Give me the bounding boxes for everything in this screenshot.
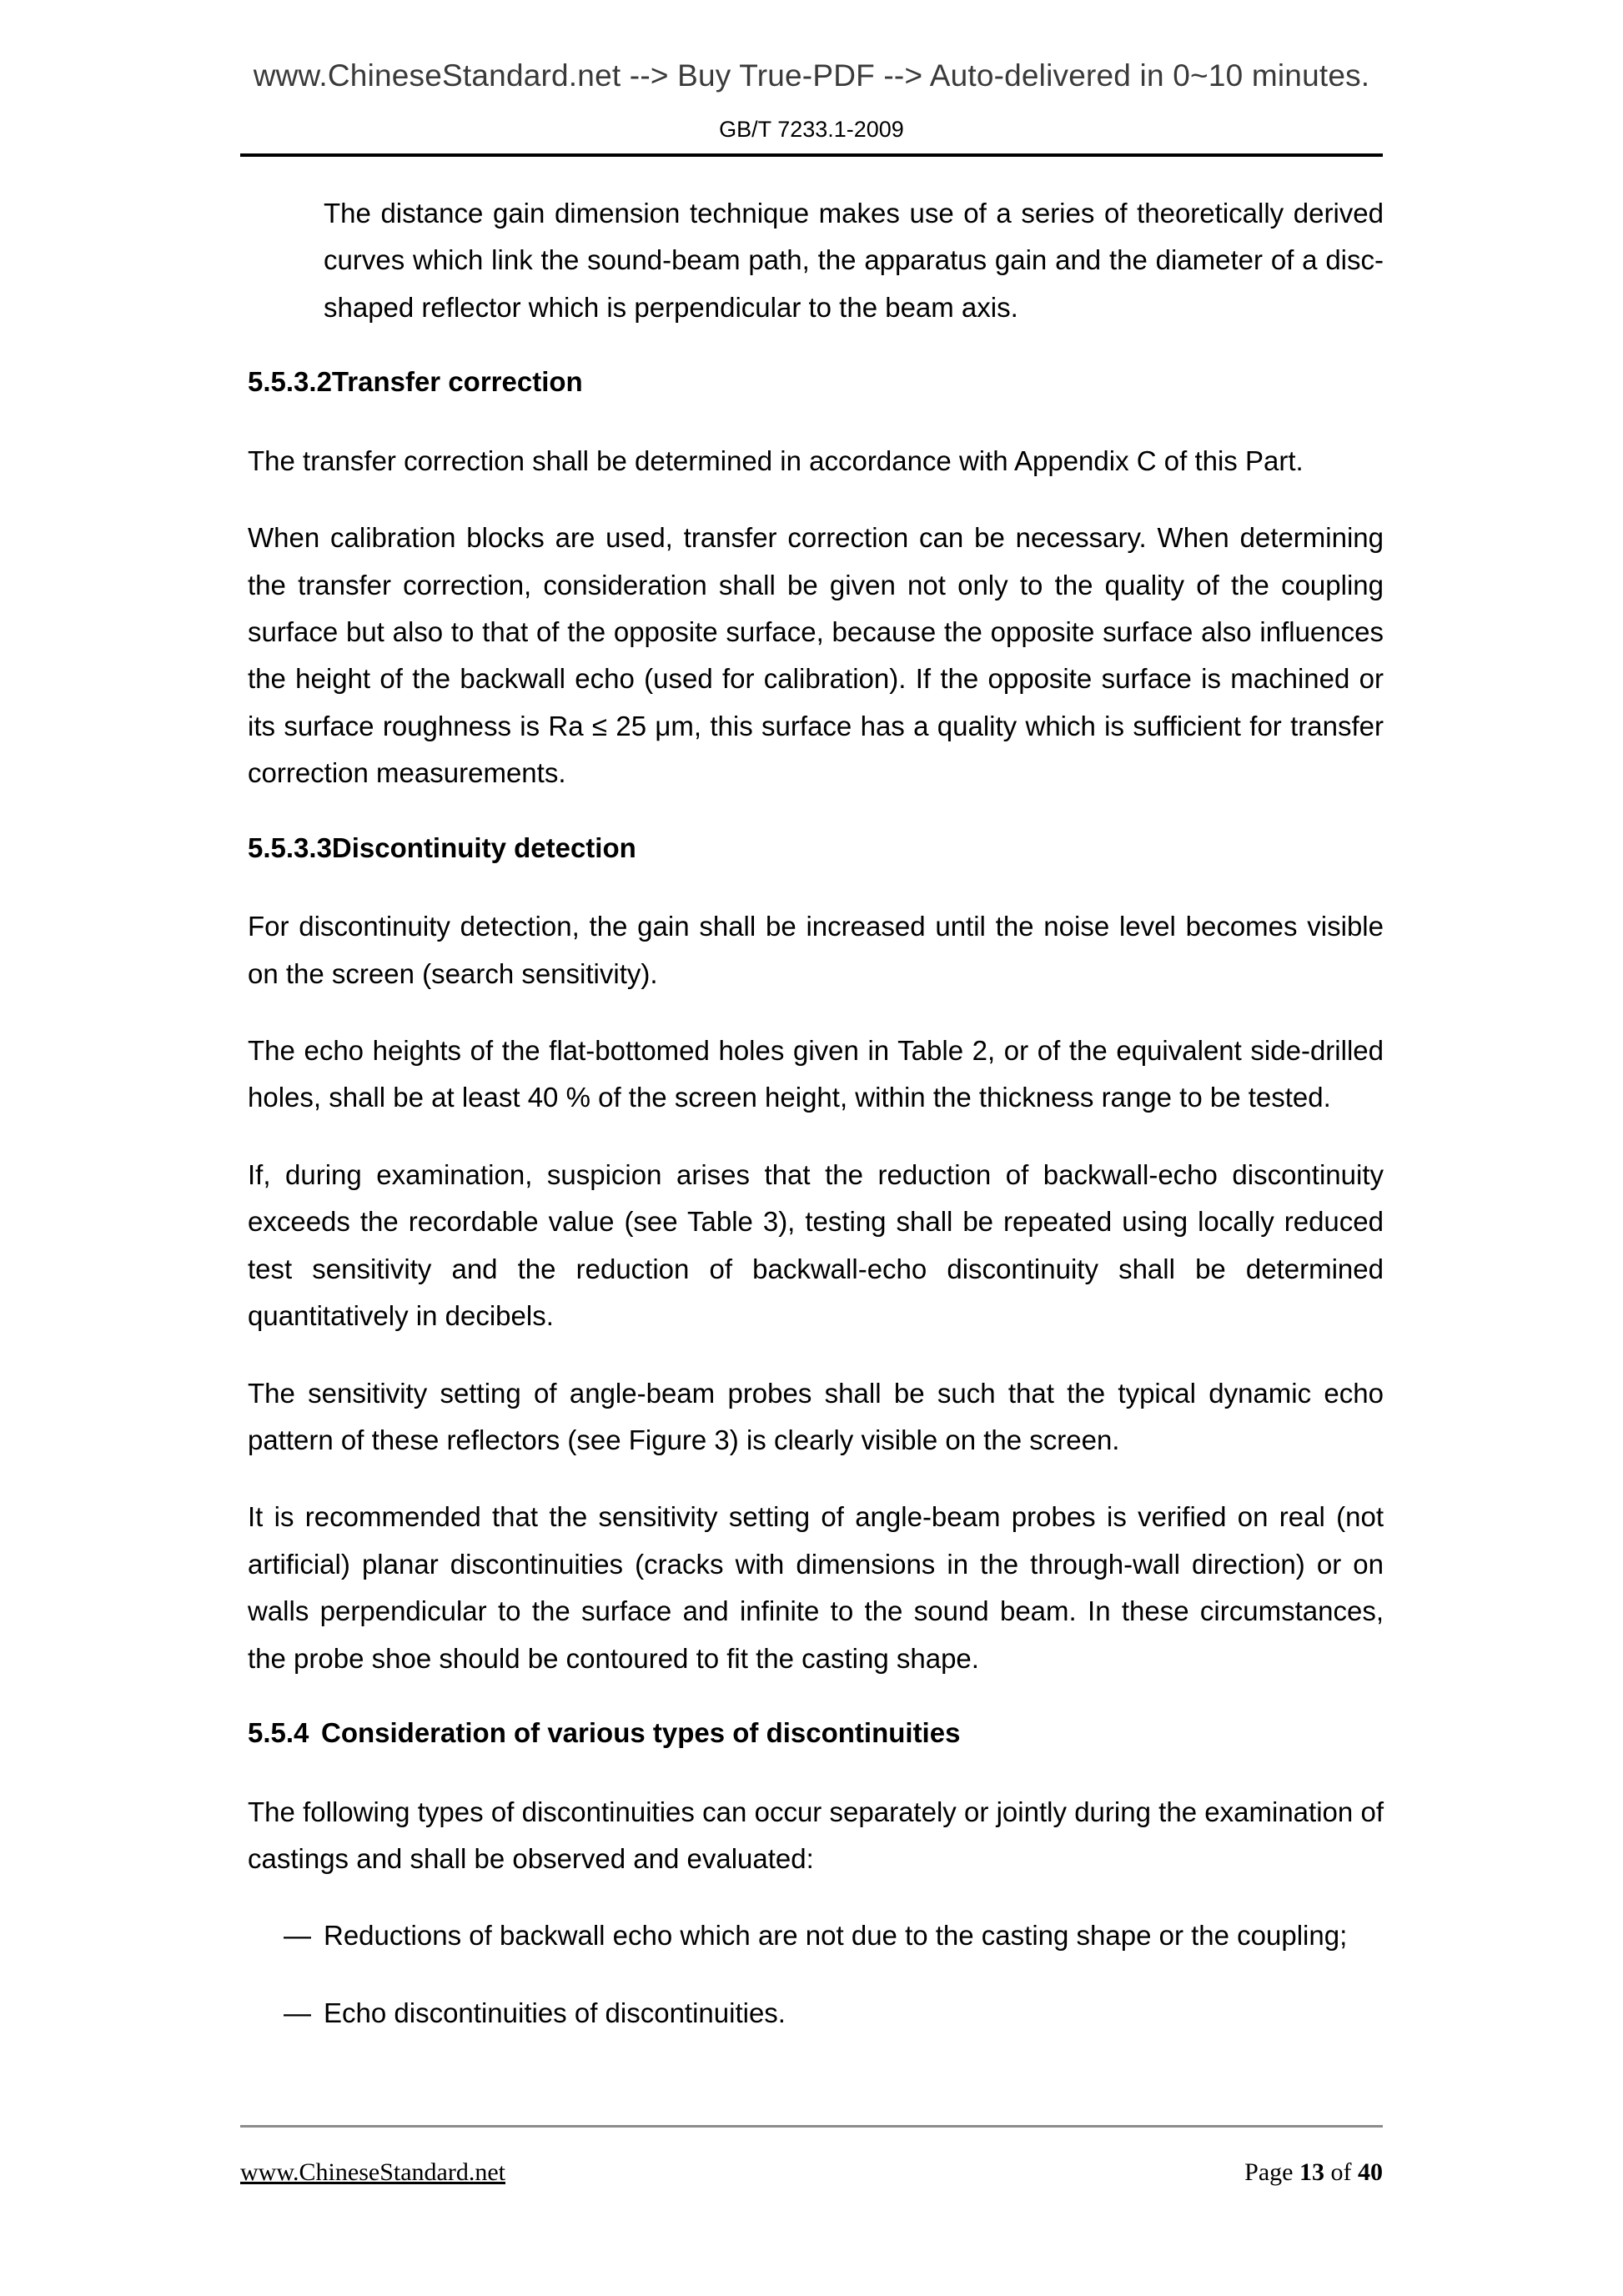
paragraph-discontinuity-detection-2: The echo heights of the flat-bottomed holes given in Table 2, or of the equivalent side-drilled holes, shall be at least 40 % of the screen height, within the thickness range to be tested. [248,1035,1384,1113]
paragraph-discontinuity-detection-5: It is recommended that the sensitivity setting of angle-beam probes is verified on real (not artificial) planar discontinuities (cracks with dimensions in the through-wall direction) or on walls perpendicular to the surface and infinite to the sound beam. In these circumstances, the probe shoe should be contoured to fit the casting shape. [248,1501,1384,1674]
list-item [284,1990,1384,2037]
list-item-label: Reductions of backwall echo which are not due to the casting shape or the coupling; [324,1920,1348,1952]
running-header-standard-number: GB/T 7233.1-2009 [719,117,904,142]
document-body [248,190,1384,2067]
section-heading-5-5-4 [248,1712,1384,1754]
paragraph-discontinuity-detection-4: The sensitivity setting of angle-beam probes shall be such that the typical dynamic echo pattern of these reflectors (see Figure 3) is clearly visible on the screen. [248,1377,1384,1456]
promo-banner: www.ChineseStandard.net --> Buy True-PDF --> Auto-delivered in 0~10 minutes. [253,58,1370,93]
footer-divider-rule [240,2125,1383,2128]
em-dash-bullet: — [284,1920,311,1952]
total-pages: 40 [1358,2158,1383,2186]
em-dash-bullet: — [284,1997,311,2028]
footer-site-link[interactable]: www.ChineseStandard.net [240,2158,505,2186]
section-heading-5-5-3-2 [248,361,1384,403]
paragraph-discontinuity-detection-3: If, during examination, suspicion arises that the reduction of backwall-echo discontinuity exceeds the recordable value (see Table 3), testing shall be repeated using locally reduced test sensitivity and the reduction of backwall-echo discontinuity shall be determined quantitatively in decibels. [248,1158,1384,1332]
section-number: 5.5.3.2 [248,366,332,398]
list-item [284,1912,1384,1959]
page-footer [240,2152,1383,2193]
paragraph-various-types-1: The following types of discontinuities can occur separately or jointly during the examination of castings and shall be observed and evaluated: [248,1796,1384,1875]
page-label: Page [1244,2158,1294,2186]
section-title: Transfer correction [331,366,583,398]
paragraph-transfer-correction-2: When calibration blocks are used, transfer correction can be necessary. When determining the transfer correction, consideration shall be given not only to the quality of the coupling surface but also to that of the opposite surface, because the opposite surface also influences the height of the backwall echo (used for calibration). If the opposite surface is machined or its surface roughness is Ra ≤ 25 μm, this surface has a quality which is sufficient for transfer correction measurements. [248,522,1384,789]
intro-paragraph: The distance gain dimension technique makes use of a series of theoretically derived curves which link the sound-beam path, the apparatus gain and the diameter of a disc-shaped reflector which is perpendicular to the beam axis. [324,198,1384,323]
discontinuity-types-list [248,1912,1384,2037]
footer-page-indicator [1244,2158,1383,2187]
page-number: 13 [1299,2158,1324,2186]
paragraph-transfer-correction-1: The transfer correction shall be determined in accordance with Appendix C of this Part. [248,445,1304,476]
header-divider-rule [240,153,1383,157]
section-title: Consideration of various types of discontinuities [321,1717,961,1749]
of-label: of [1330,2158,1352,2186]
section-heading-5-5-3-3 [248,827,1384,869]
section-number: 5.5.3.3 [248,831,332,863]
section-title: Discontinuity detection [331,831,636,863]
paragraph-discontinuity-detection-1: For discontinuity detection, the gain shall be increased until the noise level becomes visible on the screen (search sensitivity). [248,911,1384,989]
section-number: 5.5.4 [248,1717,309,1749]
list-item-label: Echo discontinuities of discontinuities. [324,1997,786,2028]
